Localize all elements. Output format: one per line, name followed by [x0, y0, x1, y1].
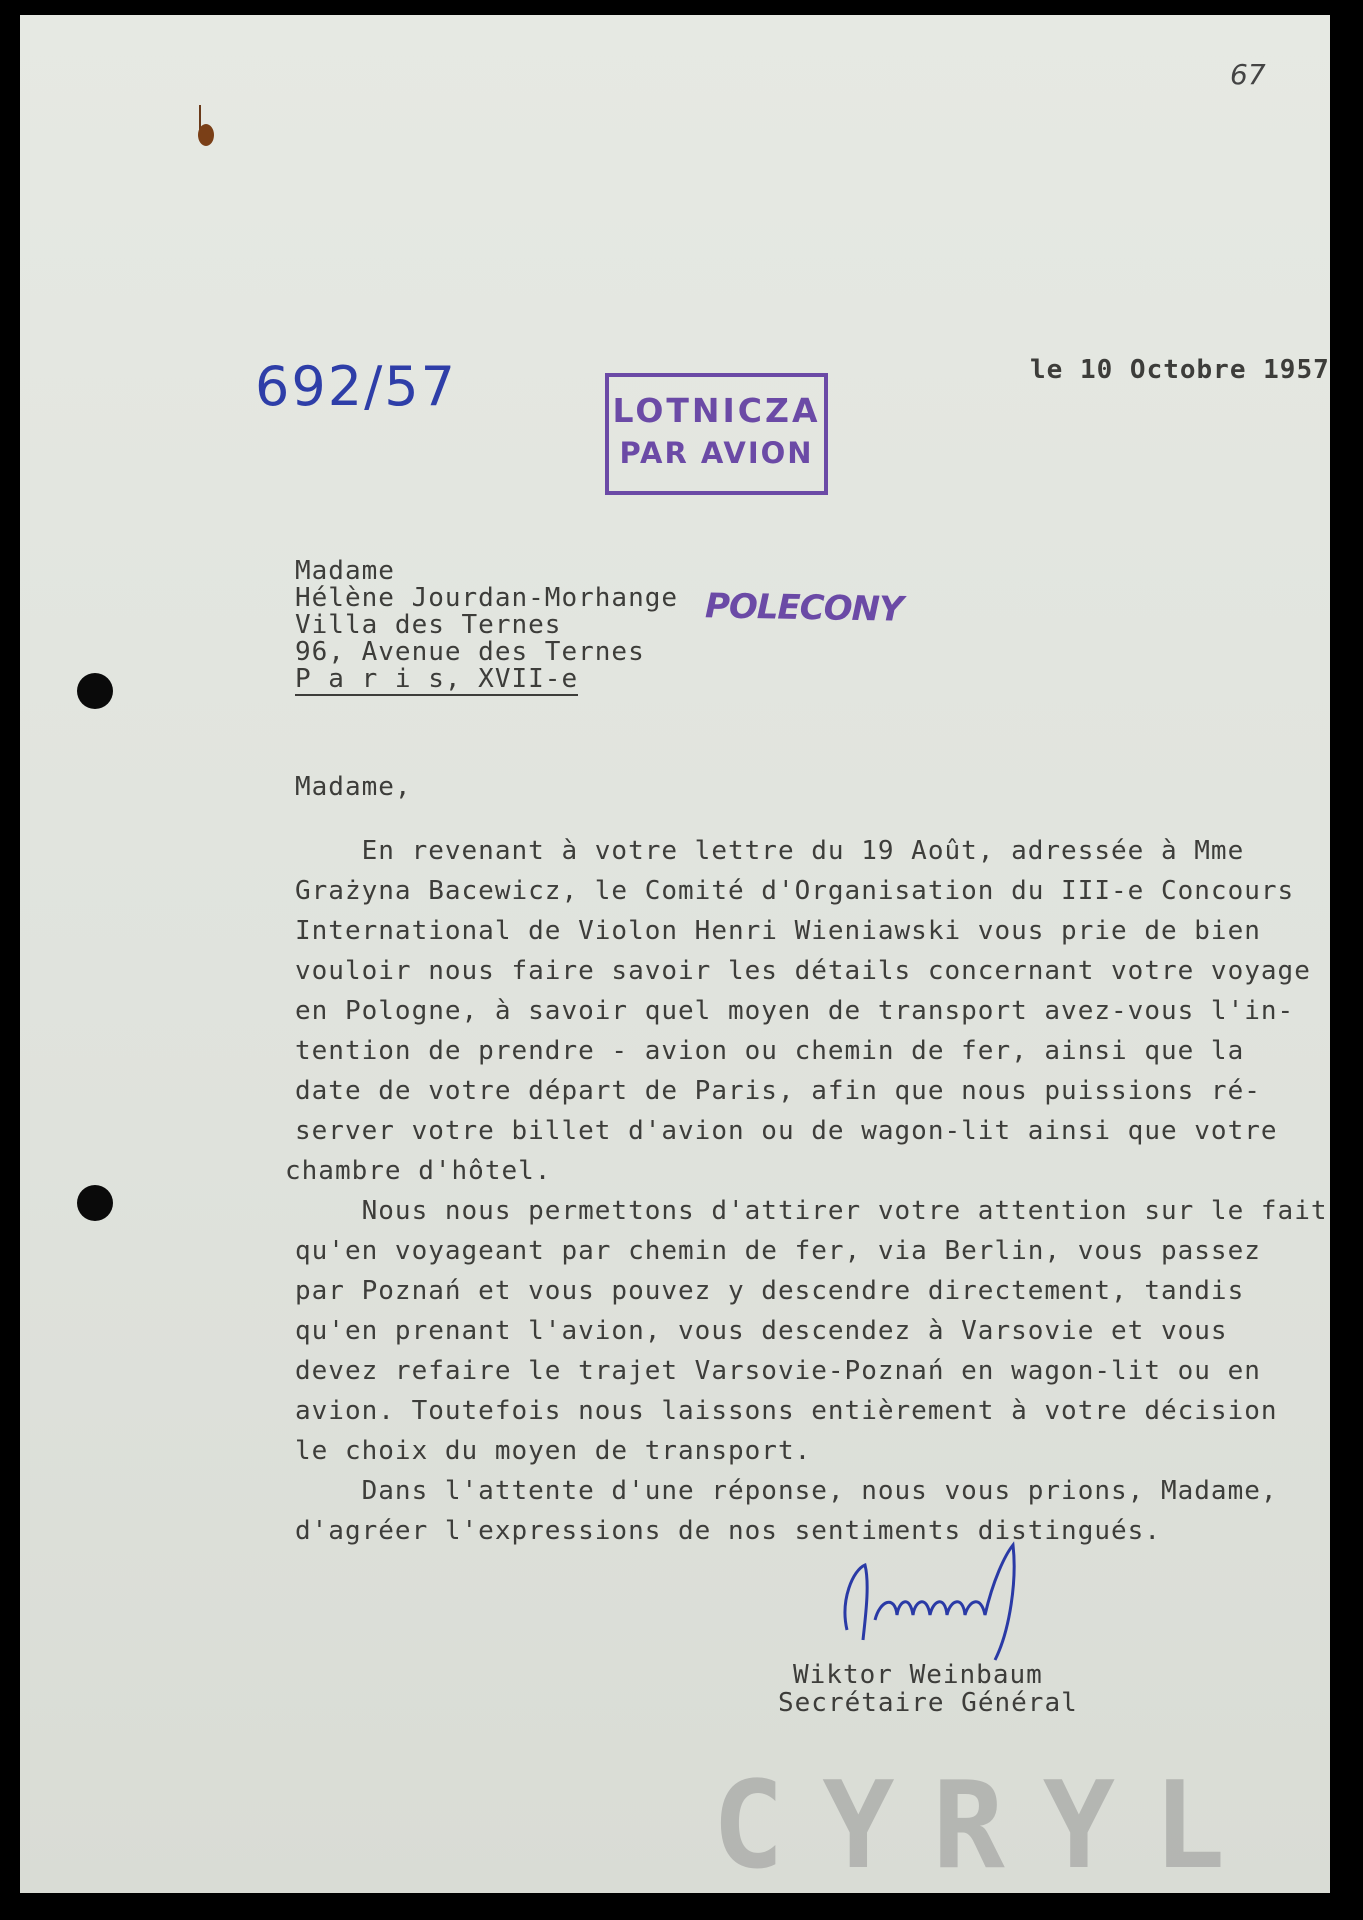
body-line: server votre billet d'avion ou de wagon-lit ainsi que votre — [295, 1116, 1278, 1146]
body-line: En revenant à votre lettre du 19 Août, adressée à Mme — [295, 836, 1245, 866]
letter-date: le 10 Octobre 1957 — [1030, 355, 1330, 385]
handwritten-signature — [835, 1540, 1085, 1670]
address-name: Hélène Jourdan-Morhange — [295, 583, 679, 613]
body-line: qu'en voyageant par chemin de fer, via Berlin, vous passez — [295, 1236, 1261, 1266]
body-line: vouloir nous faire savoir les détails concernant votre voyage — [295, 956, 1311, 986]
address-line-2: 96, Avenue des Ternes — [295, 637, 645, 667]
body-line: d'agréer l'expressions de nos sentiments distingués. — [295, 1516, 1161, 1546]
body-line: le choix du moyen de transport. — [295, 1436, 812, 1466]
signatory-title: Secrétaire Général — [778, 1688, 1078, 1718]
document-page — [20, 15, 1330, 1893]
address-salutation: Madame — [295, 556, 395, 586]
body-line: Dans l'attente d'une réponse, nous vous prions, Madame, — [295, 1476, 1278, 1506]
address-city: P a r i s, XVII-e — [295, 664, 579, 694]
body-line: Nous nous permettons d'attirer votre attention sur le fait — [295, 1196, 1328, 1226]
watermark-logo: CYRYL — [712, 1757, 1264, 1896]
airmail-stamp — [605, 373, 828, 495]
reference-number: 692/57 — [255, 355, 457, 418]
signatory-name: Wiktor Weinbaum — [793, 1660, 1043, 1690]
body-line: par Poznań et vous pouvez y descendre directement, tandis — [295, 1276, 1245, 1306]
pin-mark-icon — [195, 105, 215, 150]
page-number: 67 — [1230, 58, 1266, 91]
body-line: chambre d'hôtel. — [285, 1156, 552, 1186]
body-line: qu'en prenant l'avion, vous descendez à Varsovie et vous — [295, 1316, 1228, 1346]
punch-hole — [77, 673, 113, 709]
body-line: avion. Toutefois nous laissons entièrement à votre décision — [295, 1396, 1278, 1426]
stamp-line-2: PAR AVION — [619, 436, 814, 470]
body-line: tention de prendre - avion ou chemin de fer, ainsi que la — [295, 1036, 1245, 1066]
registered-stamp: POLECONY — [704, 586, 903, 630]
stamp-line-1: LOTNICZA — [612, 391, 821, 430]
body-line: International de Violon Henri Wieniawski vous prie de bien — [295, 916, 1261, 946]
body-line: Grażyna Bacewicz, le Comité d'Organisation du III-e Concours — [295, 876, 1295, 906]
body-line: date de votre départ de Paris, afin que nous puissions ré- — [295, 1076, 1261, 1106]
address-line-1: Villa des Ternes — [295, 610, 562, 640]
body-line: en Pologne, à savoir quel moyen de transport avez-vous l'in- — [295, 996, 1295, 1026]
body-line: devez refaire le trajet Varsovie-Poznań en wagon-lit ou en — [295, 1356, 1261, 1386]
greeting: Madame, — [295, 772, 412, 802]
punch-hole — [77, 1185, 113, 1221]
